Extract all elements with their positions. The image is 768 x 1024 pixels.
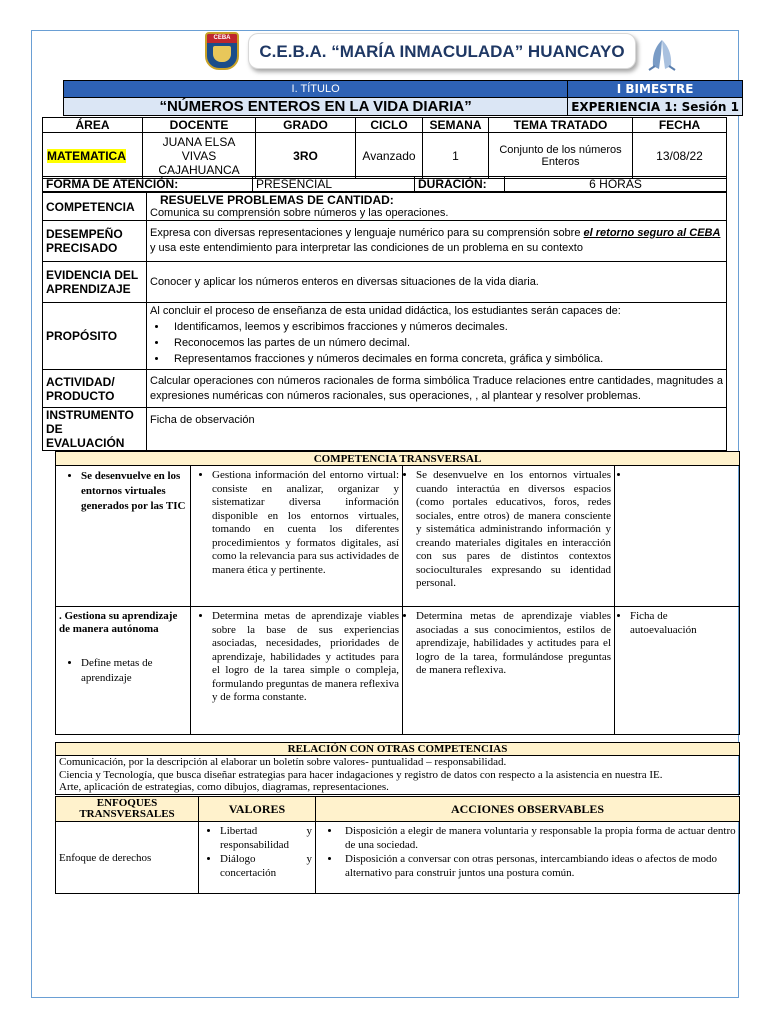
duracion-value: 6 HORAS xyxy=(505,177,727,192)
praying-hands-logo-icon xyxy=(646,36,678,72)
desempeno-autonoma: • Determina metas de aprendizaje viables asociadas a sus conocimientos, estilos de aprendizaje, habilidades y actitudes para el logro de la tarea, formulándose preguntas de manera reflexiva. xyxy=(416,610,611,678)
competencia-autonoma-cell xyxy=(56,607,191,735)
transversal-table xyxy=(55,451,740,735)
valores-cell xyxy=(199,822,316,894)
enfoques-table xyxy=(55,796,740,894)
instrumento-tic xyxy=(630,469,736,481)
transversal-heading: COMPETENCIA TRANSVERSAL xyxy=(56,452,740,466)
desempeno-pre: Expresa con diversas representaciones y lenguaje numérico para su comprensión sobre xyxy=(150,227,581,239)
header-acciones: ACCIONES OBSERVABLES xyxy=(316,797,740,822)
evidencia-text: Conocer y aplicar los números enteros en diversas situaciones de la vida diaria. xyxy=(147,262,727,303)
proposito-item: • Identificamos, leemos y escribimos fracciones y números decimales. xyxy=(168,319,723,335)
instrumento-text: Ficha de observación xyxy=(147,408,727,451)
info-table xyxy=(42,117,727,179)
proposito-list xyxy=(150,319,723,367)
competencia-label: COMPETENCIA xyxy=(43,193,147,221)
instrumento-row xyxy=(43,408,727,451)
grado-value: 3RO xyxy=(256,133,356,179)
header-valores: VALORES xyxy=(199,797,316,822)
capacidad-autonoma-cell xyxy=(191,607,403,735)
info-values-row xyxy=(43,133,727,179)
capacidad-tic-cell xyxy=(191,466,403,607)
header-area: ÁREA xyxy=(43,118,143,133)
relacion-heading: RELACIÓN CON OTRAS COMPETENCIAS xyxy=(56,743,740,756)
proposito-intro: Al concluir el proceso de enseñanza de esta unidad didáctica, los estudiantes serán capaces de: xyxy=(150,305,621,317)
competencia-text: Comunica su comprensión sobre números y las operaciones. xyxy=(150,206,449,219)
actividad-text: Calcular operaciones con números racionales de forma simbólica Traduce relaciones entre cantidades, magnitudes a expresiones numéricas con números racionales, sus operaciones, , al plantear y resolver problemas. xyxy=(147,370,727,408)
desempeno-post: y usa este entendimiento para interpretar las condiciones de un problema en su contexto xyxy=(150,242,583,254)
relacion-line: Ciencia y Tecnología, que busca diseñar estrategias para hacer indagaciones y registro de datos con respecto a la asistencia en nuestra IE. xyxy=(59,768,663,781)
instrumento-autonoma: • Ficha de autoevaluación xyxy=(630,610,736,637)
relacion-body xyxy=(56,756,740,795)
semana-value: 1 xyxy=(423,133,489,179)
crest-label: CEBA xyxy=(207,34,237,43)
info-header-row xyxy=(43,118,727,133)
desempeno-emphasis: el retorno seguro al CEBA xyxy=(583,227,721,239)
transversal-row xyxy=(56,607,740,735)
proposito-item: • Representamos fracciones y números decimales en forma concreta, gráfica y simbólica. xyxy=(168,351,723,367)
experiencia-label: EXPERIENCIA 1: Sesión 1 xyxy=(568,98,743,116)
title-label: I. TÍTULO xyxy=(64,81,568,98)
define-metas: • Define metas de aprendizaje xyxy=(81,656,187,686)
evidencia-row xyxy=(43,262,727,303)
bimestre-label: I BIMESTRE xyxy=(568,81,743,98)
instrumento-label: INSTRUMENTO DE EVALUACIÓN xyxy=(43,408,147,451)
enfoque-value: Enfoque de derechos xyxy=(56,822,199,894)
crest-shield xyxy=(213,46,231,62)
instrumento-tic-cell xyxy=(615,466,740,607)
area-value: MATEMATICA xyxy=(47,148,126,163)
competencia-row xyxy=(43,193,727,221)
area-cell xyxy=(43,133,143,179)
desempeno-label: DESEMPEÑO PRECISADO xyxy=(43,221,147,262)
desempeno-row xyxy=(43,221,727,262)
accion-item: • Disposición a conversar con otras personas, intercambiando ideas o afectos de modo alternativo para construir juntos una postura común. xyxy=(341,852,736,880)
header-tema: TEMA TRATADO xyxy=(489,118,633,133)
actividad-row xyxy=(43,370,727,408)
title-block xyxy=(63,80,743,116)
details-table xyxy=(42,192,727,451)
valor-item: • Diálogo y concertación xyxy=(220,852,312,880)
duracion-label: DURACIÓN: xyxy=(415,177,505,192)
tema-value: Conjunto de los números Enteros xyxy=(489,133,633,179)
desempeno-tic-cell xyxy=(403,466,615,607)
desempeno-autonoma-cell xyxy=(403,607,615,735)
relacion-table xyxy=(55,742,740,795)
attention-row xyxy=(42,176,727,192)
instrumento-autonoma-cell xyxy=(615,607,740,735)
accion-item: • Disposición a elegir de manera voluntaria y responsable la propia forma de actuar dentro de una sociedad. xyxy=(341,824,736,852)
evidencia-label: EVIDENCIA DEL APRENDIZAJE xyxy=(43,262,147,303)
proposito-row xyxy=(43,303,727,370)
fecha-value: 13/08/22 xyxy=(633,133,727,179)
enfoques-header-row xyxy=(56,797,740,822)
session-title: “NÚMEROS ENTEROS EN LA VIDA DIARIA” xyxy=(64,98,568,116)
header-fecha: FECHA xyxy=(633,118,727,133)
competencia-autonoma: . Gestiona su aprendizaje de manera autónoma xyxy=(59,610,178,635)
valor-item: • Libertad y responsabilidad xyxy=(220,824,312,852)
competencia-tic: • Se desenvuelve en los entornos virtuales generados por las TIC xyxy=(81,469,187,514)
ciclo-value: Avanzado xyxy=(356,133,423,179)
forma-label: FORMA DE ATENCIÓN: xyxy=(43,177,253,192)
docente-value: JUANA ELSA VIVAS CAJAHUANCA xyxy=(143,133,256,179)
proposito-item: • Reconocemos las partes de un número decimal. xyxy=(168,335,723,351)
capacidad-tic: • Gestiona información del entorno virtual: consiste en analizar, organizar y sistematizar diversa información disponible en los entornos virtuales, tomando en cuenta los diferentes procedimientos y formatos digitales, así como la relevancia para sus actividades de manera ética y pertinente. xyxy=(212,469,399,577)
relacion-line: Arte, aplicación de estrategias, como dibujos, diagramas, representaciones. xyxy=(59,781,389,793)
proposito-label: PROPÓSITO xyxy=(43,303,147,370)
actividad-label: ACTIVIDAD/ PRODUCTO xyxy=(43,370,147,408)
acciones-cell xyxy=(316,822,740,894)
desempeno-tic: • Se desenvuelve en los entornos virtuales cuando interactúa en diversos espacios (como portales educativos, foros, redes sociales, entre otros) de manera consciente y sistemática administrando información y creando materiales digitales en interacción con sus pares de distintos contextos socioculturales expresando su identidad personal. xyxy=(416,469,611,591)
enfoques-row xyxy=(56,822,740,894)
relacion-line: Comunicación, por la descripción al elaborar un boletín sobre valores- puntualidad – responsabilidad. xyxy=(59,756,507,768)
school-name-banner: C.E.B.A. “MARÍA INMACULADA” HUANCAYO xyxy=(248,33,636,69)
header-enfoques: ENFOQUES TRANSVERSALES xyxy=(56,797,199,822)
school-crest xyxy=(205,32,239,70)
header-ciclo: CICLO xyxy=(356,118,423,133)
desempeno-text xyxy=(147,221,727,262)
competencia-tic-cell xyxy=(56,466,191,607)
capacidad-autonoma: • Determina metas de aprendizaje viables sobre la base de sus experiencias asociadas, necesidades, prioridades de aprendizaje, habilidades y actitudes para el logro de la tarea simple o compleja, formulando preguntas de manera reflexiva y de forma constante. xyxy=(212,610,399,705)
competencia-title: RESUELVE PROBLEMAS DE CANTIDAD: xyxy=(160,192,394,207)
header-docente: DOCENTE xyxy=(143,118,256,133)
header-grado: GRADO xyxy=(256,118,356,133)
forma-value: PRESENCIAL xyxy=(253,177,415,192)
header-semana: SEMANA xyxy=(423,118,489,133)
transversal-row xyxy=(56,466,740,607)
